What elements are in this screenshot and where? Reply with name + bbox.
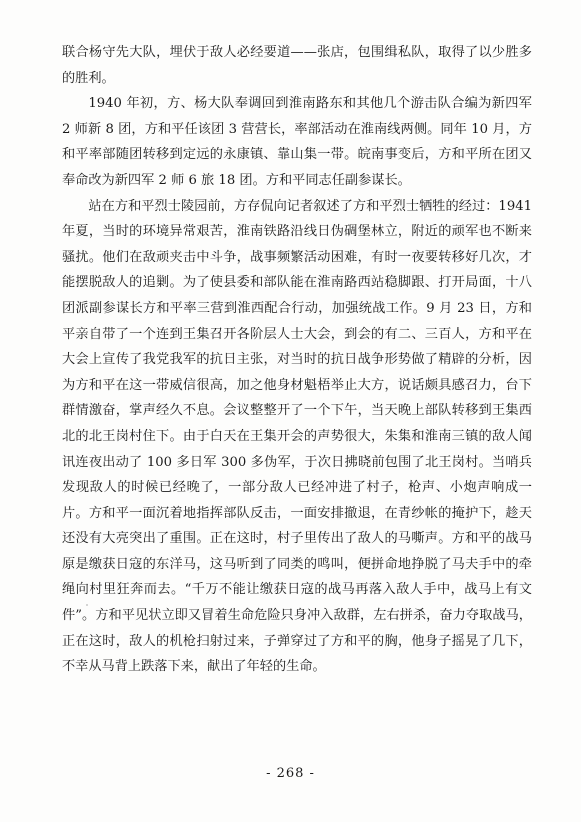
paragraph-1940: 1940 年初，方、杨大队奉调回到淮南路东和其他几个游击队合编为新四军 2 师新 8 团，方和平任该团 3 营营长，率部活动在淮南线两侧。同年 10 月，方和平率部随团转移到定远的永康镇、靠山集一带。皖南事变后，方和平所在团又奉命改为新四军 2 师 6 旅 18 团。方和平同志任副参谋长。	[62, 96, 532, 188]
paragraph-continuation: 联合杨守先大队，埋伏于敌人必经要道——张店，包围缉私队，取得了以少胜多的胜利。	[62, 45, 532, 86]
page-number: - 268 -	[266, 766, 315, 781]
scan-speck	[86, 604, 88, 606]
body-text	[62, 40, 532, 680]
paragraph-1941-sacrifice: 站在方和平烈士陵园前，方存侃向记者叙述了方和平烈士牺牲的经过：1941 年夏，当时的环境异常艰苦，淮南铁路沿线日伪碉堡林立，附近的顽军也不断来骚扰。他们在敌顽夹击中斗争，战事频繁活动困难，有时一夜要转移好几次，才能摆脱敌人的追剿。为了使县委和部队能在淮南路西站稳脚跟、打开局面，十八团派副参谋长方和平率三营到淮西配合行动，加强统战工作。9 月 23 日，方和平亲自带了一个连到王集召开各阶层人士大会，到会的有二、三百人，方和平在大会上宣传了我党我军的抗日主张，对当时的抗日战争形势做了精辟的分析，因为方和平在这一带威信很高，加之他身材魁梧举止大方，说话颇具感召力，台下群情激奋，掌声经久不息。会议整整开了一个下午，当天晚上部队转移到王集西北的北王岗村住下。由于白天在王集开会的声势很大，朱集和淮南三镇的敌人闻讯连夜出动了 100 多日军 300 多伪军，于次日拂晓前包围了北王岗村。当哨兵发现敌人的时候已经晚了，一部分敌人已经冲进了村子，枪声、小炮声响成一片。方和平一面沉着地指挥部队反击，一面安排撤退，在青纱帐的掩护下，趁天还没有大亮突出了重围。正在这时，村子里传出了敌人的马嘶声。方和平的战马原是缴获日寇的东洋马，这马听到了同类的鸣叫，便拼命地挣脱了马夫手中的牵绳向村里狂奔而去。“千万不能让缴获日寇的战马再落入敌人手中，战马上有文件”。方和平见状立即又冒着生命危险只身冲入敌群，左右拼杀，奋力夺取战马，正在这时，敌人的机枪扫射过来，子弹穿过了方和平的胸，他身子摇晃了几下，不幸从马背上跌落下来，献出了年轻的生命。	[62, 198, 532, 675]
